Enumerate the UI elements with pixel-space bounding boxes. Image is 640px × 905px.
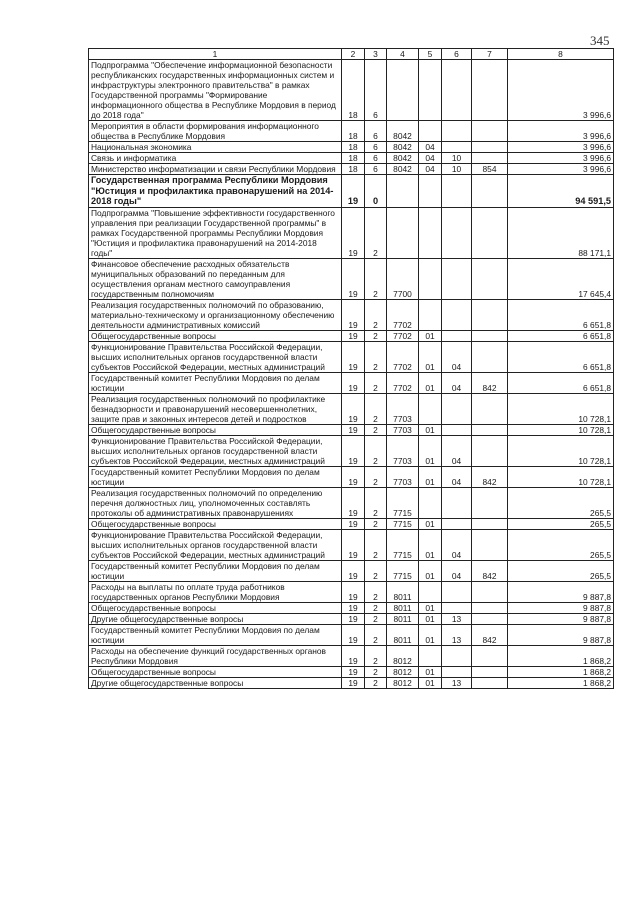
table-row xyxy=(89,645,614,666)
amount-cell: 6 651,8 xyxy=(508,299,614,330)
table-row xyxy=(89,258,614,299)
header-cell: 4 xyxy=(387,49,419,60)
code-col-2: 19 xyxy=(342,258,365,299)
code-col-4: 7700 xyxy=(387,258,419,299)
row-name: Государственный комитет Республики Мордовия по делам юстиции xyxy=(89,372,342,393)
code-col-5 xyxy=(419,60,442,121)
row-name: Общегосударственные вопросы xyxy=(89,518,342,529)
code-col-7: 842 xyxy=(472,372,508,393)
table-row xyxy=(89,602,614,613)
code-col-6 xyxy=(442,60,472,121)
row-name: Связь и информатика xyxy=(89,153,342,164)
code-col-5: 01 xyxy=(419,435,442,466)
code-col-4: 7703 xyxy=(387,435,419,466)
code-col-7: 842 xyxy=(472,560,508,581)
code-col-5 xyxy=(419,393,442,424)
code-col-7 xyxy=(472,258,508,299)
code-col-7 xyxy=(472,299,508,330)
code-col-5: 04 xyxy=(419,153,442,164)
code-col-2: 19 xyxy=(342,677,365,688)
code-col-6: 04 xyxy=(442,341,472,372)
amount-cell: 6 651,8 xyxy=(508,372,614,393)
table-row xyxy=(89,560,614,581)
code-col-7 xyxy=(472,645,508,666)
code-col-7 xyxy=(472,142,508,153)
code-col-5: 01 xyxy=(419,466,442,487)
table-row xyxy=(89,142,614,153)
code-col-3: 6 xyxy=(365,60,387,121)
code-col-6 xyxy=(442,121,472,142)
code-col-3: 2 xyxy=(365,677,387,688)
code-col-3: 2 xyxy=(365,435,387,466)
code-col-4 xyxy=(387,207,419,258)
code-col-7 xyxy=(472,393,508,424)
code-col-3: 2 xyxy=(365,624,387,645)
code-col-7 xyxy=(472,581,508,602)
code-col-2: 19 xyxy=(342,581,365,602)
amount-cell: 9 887,8 xyxy=(508,613,614,624)
code-col-3: 2 xyxy=(365,372,387,393)
code-col-4 xyxy=(387,60,419,121)
row-name: Общегосударственные вопросы xyxy=(89,424,342,435)
code-col-6 xyxy=(442,393,472,424)
code-col-3: 0 xyxy=(365,175,387,208)
code-col-7 xyxy=(472,529,508,560)
amount-cell: 3 996,6 xyxy=(508,164,614,175)
code-col-3: 2 xyxy=(365,613,387,624)
table-row xyxy=(89,435,614,466)
code-col-5: 04 xyxy=(419,164,442,175)
code-col-7 xyxy=(472,613,508,624)
code-col-6 xyxy=(442,299,472,330)
code-col-2: 19 xyxy=(342,624,365,645)
code-col-3: 2 xyxy=(365,602,387,613)
code-col-6: 04 xyxy=(442,466,472,487)
code-col-6 xyxy=(442,645,472,666)
row-name: Реализация государственных полномочий по определению перечня должностных лиц, уполномоченных составлять протоколы об административных правонарушениях xyxy=(89,487,342,518)
code-col-7 xyxy=(472,341,508,372)
code-col-2: 18 xyxy=(342,164,365,175)
amount-cell: 94 591,5 xyxy=(508,175,614,208)
code-col-2: 19 xyxy=(342,529,365,560)
code-col-3: 2 xyxy=(365,393,387,424)
code-col-2: 19 xyxy=(342,466,365,487)
row-name: Государственный комитет Республики Мордовия по делам юстиции xyxy=(89,466,342,487)
code-col-3: 2 xyxy=(365,645,387,666)
code-col-3: 2 xyxy=(365,330,387,341)
amount-cell: 9 887,8 xyxy=(508,624,614,645)
header-cell: 1 xyxy=(89,49,342,60)
amount-cell: 265,5 xyxy=(508,487,614,518)
code-col-3: 2 xyxy=(365,258,387,299)
header-cell: 6 xyxy=(442,49,472,60)
row-name: Национальная экономика xyxy=(89,142,342,153)
code-col-2: 19 xyxy=(342,207,365,258)
code-col-5 xyxy=(419,487,442,518)
table-row xyxy=(89,666,614,677)
code-col-5 xyxy=(419,175,442,208)
table-row xyxy=(89,175,614,208)
code-col-2: 19 xyxy=(342,645,365,666)
code-col-4: 8042 xyxy=(387,142,419,153)
amount-cell: 265,5 xyxy=(508,518,614,529)
code-col-5: 01 xyxy=(419,372,442,393)
amount-cell: 6 651,8 xyxy=(508,341,614,372)
row-name: Подпрограмма "Повышение эффективности государственного управления при реализации Государственной программы" в рамках Государственной программы Республики Мордовия "Юстиция и профилактика правонарушений на 2014-2018 годы" xyxy=(89,207,342,258)
code-col-4: 8011 xyxy=(387,613,419,624)
amount-cell: 9 887,8 xyxy=(508,581,614,602)
code-col-5: 01 xyxy=(419,330,442,341)
code-col-3: 2 xyxy=(365,560,387,581)
code-col-5: 01 xyxy=(419,529,442,560)
code-col-3: 6 xyxy=(365,142,387,153)
code-col-2: 19 xyxy=(342,487,365,518)
row-name: Другие общегосударственные вопросы xyxy=(89,677,342,688)
code-col-3: 2 xyxy=(365,529,387,560)
code-col-2: 19 xyxy=(342,424,365,435)
code-col-7 xyxy=(472,330,508,341)
amount-cell: 265,5 xyxy=(508,560,614,581)
amount-cell: 265,5 xyxy=(508,529,614,560)
code-col-4: 7702 xyxy=(387,372,419,393)
code-col-3: 6 xyxy=(365,153,387,164)
row-name: Мероприятия в области формирования информационного общества в Республике Мордовия xyxy=(89,121,342,142)
code-col-6 xyxy=(442,581,472,602)
table-row xyxy=(89,529,614,560)
code-col-4: 8042 xyxy=(387,164,419,175)
budget-table xyxy=(88,48,614,689)
code-col-2: 18 xyxy=(342,60,365,121)
code-col-6 xyxy=(442,258,472,299)
code-col-5 xyxy=(419,207,442,258)
code-col-7: 854 xyxy=(472,164,508,175)
code-col-6 xyxy=(442,487,472,518)
code-col-2: 18 xyxy=(342,142,365,153)
code-col-3: 2 xyxy=(365,518,387,529)
code-col-5: 01 xyxy=(419,341,442,372)
code-col-4: 7715 xyxy=(387,518,419,529)
code-col-7 xyxy=(472,175,508,208)
table-row xyxy=(89,60,614,121)
row-name: Общегосударственные вопросы xyxy=(89,666,342,677)
code-col-5: 01 xyxy=(419,624,442,645)
code-col-4: 7703 xyxy=(387,466,419,487)
code-col-6: 04 xyxy=(442,372,472,393)
code-col-6 xyxy=(442,207,472,258)
row-name: Реализация государственных полномочий по образованию, материально-техническому и организационному обеспечению деятельности административных комиссий xyxy=(89,299,342,330)
code-col-4: 7715 xyxy=(387,487,419,518)
amount-cell: 10 728,1 xyxy=(508,466,614,487)
table-row xyxy=(89,330,614,341)
code-col-5 xyxy=(419,121,442,142)
code-col-3: 2 xyxy=(365,207,387,258)
code-col-7 xyxy=(472,121,508,142)
code-col-4: 7702 xyxy=(387,330,419,341)
header-cell: 8 xyxy=(508,49,614,60)
code-col-3: 2 xyxy=(365,487,387,518)
row-name: Расходы на обеспечение функций государственных органов Республики Мордовия xyxy=(89,645,342,666)
amount-cell: 1 868,2 xyxy=(508,677,614,688)
code-col-2: 18 xyxy=(342,121,365,142)
code-col-2: 19 xyxy=(342,602,365,613)
code-col-3: 2 xyxy=(365,581,387,602)
code-col-6 xyxy=(442,424,472,435)
code-col-4: 7715 xyxy=(387,529,419,560)
code-col-4: 7703 xyxy=(387,393,419,424)
code-col-5 xyxy=(419,299,442,330)
code-col-4: 8011 xyxy=(387,602,419,613)
row-name: Государственная программа Республики Мордовия "Юстиция и профилактика правонарушений на 2014-2018 годы" xyxy=(89,175,342,208)
code-col-3: 2 xyxy=(365,341,387,372)
code-col-5 xyxy=(419,581,442,602)
code-col-5: 01 xyxy=(419,677,442,688)
header-cell: 7 xyxy=(472,49,508,60)
code-col-7 xyxy=(472,487,508,518)
table-row xyxy=(89,581,614,602)
table-row xyxy=(89,677,614,688)
row-name: Общегосударственные вопросы xyxy=(89,330,342,341)
code-col-2: 19 xyxy=(342,330,365,341)
code-col-5: 01 xyxy=(419,602,442,613)
table-header-row xyxy=(89,49,614,60)
code-col-5: 01 xyxy=(419,424,442,435)
code-col-4: 7702 xyxy=(387,341,419,372)
code-col-4: 8012 xyxy=(387,677,419,688)
table-row xyxy=(89,164,614,175)
row-name: Функционирование Правительства Российской Федерации, высших исполнительных органов государственной власти субъектов Российской Федерации, местных администраций xyxy=(89,341,342,372)
amount-cell: 3 996,6 xyxy=(508,60,614,121)
code-col-6 xyxy=(442,518,472,529)
page-number: 345 xyxy=(590,33,610,48)
code-col-4: 8011 xyxy=(387,624,419,645)
table-row xyxy=(89,466,614,487)
table-row xyxy=(89,518,614,529)
row-name: Государственный комитет Республики Мордовия по делам юстиции xyxy=(89,560,342,581)
table-row xyxy=(89,207,614,258)
amount-cell: 3 996,6 xyxy=(508,121,614,142)
amount-cell: 1 868,2 xyxy=(508,666,614,677)
code-col-7 xyxy=(472,666,508,677)
code-col-3: 6 xyxy=(365,164,387,175)
code-col-3: 2 xyxy=(365,424,387,435)
table-row xyxy=(89,487,614,518)
code-col-4: 7702 xyxy=(387,299,419,330)
code-col-7 xyxy=(472,435,508,466)
header-cell: 3 xyxy=(365,49,387,60)
code-col-5 xyxy=(419,645,442,666)
code-col-3: 2 xyxy=(365,466,387,487)
row-name: Функционирование Правительства Российской Федерации, высших исполнительных органов государственной власти субъектов Российской Федерации, местных администраций xyxy=(89,529,342,560)
code-col-4: 7715 xyxy=(387,560,419,581)
code-col-2: 19 xyxy=(342,393,365,424)
code-col-2: 19 xyxy=(342,560,365,581)
code-col-5: 04 xyxy=(419,142,442,153)
code-col-4: 8012 xyxy=(387,666,419,677)
code-col-5: 01 xyxy=(419,518,442,529)
code-col-2: 19 xyxy=(342,518,365,529)
row-name: Финансовое обеспечение расходных обязательств муниципальных образований по переданным для осуществления органам местного самоуправления государственным полномочиям xyxy=(89,258,342,299)
amount-cell: 88 171,1 xyxy=(508,207,614,258)
code-col-6: 13 xyxy=(442,677,472,688)
code-col-7 xyxy=(472,424,508,435)
code-col-4: 8012 xyxy=(387,645,419,666)
code-col-4 xyxy=(387,175,419,208)
amount-cell: 6 651,8 xyxy=(508,330,614,341)
table-row xyxy=(89,153,614,164)
code-col-6: 10 xyxy=(442,153,472,164)
code-col-7 xyxy=(472,677,508,688)
code-col-6: 13 xyxy=(442,613,472,624)
amount-cell: 10 728,1 xyxy=(508,435,614,466)
code-col-3: 6 xyxy=(365,121,387,142)
code-col-4: 8011 xyxy=(387,581,419,602)
table-row xyxy=(89,393,614,424)
amount-cell: 3 996,6 xyxy=(508,153,614,164)
table-row xyxy=(89,613,614,624)
code-col-7: 842 xyxy=(472,624,508,645)
amount-cell: 3 996,6 xyxy=(508,142,614,153)
code-col-6: 04 xyxy=(442,560,472,581)
code-col-6: 13 xyxy=(442,624,472,645)
code-col-6 xyxy=(442,142,472,153)
code-col-6: 04 xyxy=(442,435,472,466)
code-col-7 xyxy=(472,518,508,529)
table-row xyxy=(89,372,614,393)
code-col-7: 842 xyxy=(472,466,508,487)
code-col-2: 19 xyxy=(342,613,365,624)
code-col-3: 2 xyxy=(365,299,387,330)
code-col-6: 10 xyxy=(442,164,472,175)
row-name: Другие общегосударственные вопросы xyxy=(89,613,342,624)
code-col-7 xyxy=(472,153,508,164)
code-col-6: 04 xyxy=(442,529,472,560)
code-col-5 xyxy=(419,258,442,299)
code-col-2: 19 xyxy=(342,299,365,330)
amount-cell: 1 868,2 xyxy=(508,645,614,666)
code-col-5: 01 xyxy=(419,560,442,581)
row-name: Расходы на выплаты по оплате труда работников государственных органов Республики Мордовия xyxy=(89,581,342,602)
table-row xyxy=(89,341,614,372)
code-col-4: 8042 xyxy=(387,153,419,164)
code-col-2: 18 xyxy=(342,153,365,164)
code-col-2: 19 xyxy=(342,372,365,393)
code-col-5: 01 xyxy=(419,613,442,624)
table-row xyxy=(89,121,614,142)
row-name: Функционирование Правительства Российской Федерации, высших исполнительных органов государственной власти субъектов Российской Федерации, местных администраций xyxy=(89,435,342,466)
code-col-2: 19 xyxy=(342,666,365,677)
code-col-6 xyxy=(442,330,472,341)
code-col-7 xyxy=(472,207,508,258)
table-row xyxy=(89,424,614,435)
row-name: Реализация государственных полномочий по профилактике безнадзорности и правонарушений несовершеннолетних, защите прав и законных интересов детей и подростков xyxy=(89,393,342,424)
row-name: Общегосударственные вопросы xyxy=(89,602,342,613)
code-col-7 xyxy=(472,60,508,121)
code-col-2: 19 xyxy=(342,341,365,372)
code-col-6 xyxy=(442,666,472,677)
code-col-2: 19 xyxy=(342,435,365,466)
code-col-3: 2 xyxy=(365,666,387,677)
header-cell: 5 xyxy=(419,49,442,60)
code-col-4: 8042 xyxy=(387,121,419,142)
amount-cell: 17 645,4 xyxy=(508,258,614,299)
code-col-4: 7703 xyxy=(387,424,419,435)
table-row xyxy=(89,299,614,330)
code-col-5: 01 xyxy=(419,666,442,677)
amount-cell: 10 728,1 xyxy=(508,424,614,435)
code-col-2: 19 xyxy=(342,175,365,208)
row-name: Государственный комитет Республики Мордовия по делам юстиции xyxy=(89,624,342,645)
code-col-7 xyxy=(472,602,508,613)
row-name: Министерство информатизации и связи Республики Мордовия xyxy=(89,164,342,175)
amount-cell: 10 728,1 xyxy=(508,393,614,424)
code-col-6 xyxy=(442,602,472,613)
code-col-6 xyxy=(442,175,472,208)
row-name: Подпрограмма "Обеспечение информационной безопасности республиканских государственных информационных систем и инфраструктуры электронного правительства" в рамках Государственной программы "Формирование информационного общества в Республике Мордовия в период до 2018 года" xyxy=(89,60,342,121)
table-row xyxy=(89,624,614,645)
header-cell: 2 xyxy=(342,49,365,60)
amount-cell: 9 887,8 xyxy=(508,602,614,613)
